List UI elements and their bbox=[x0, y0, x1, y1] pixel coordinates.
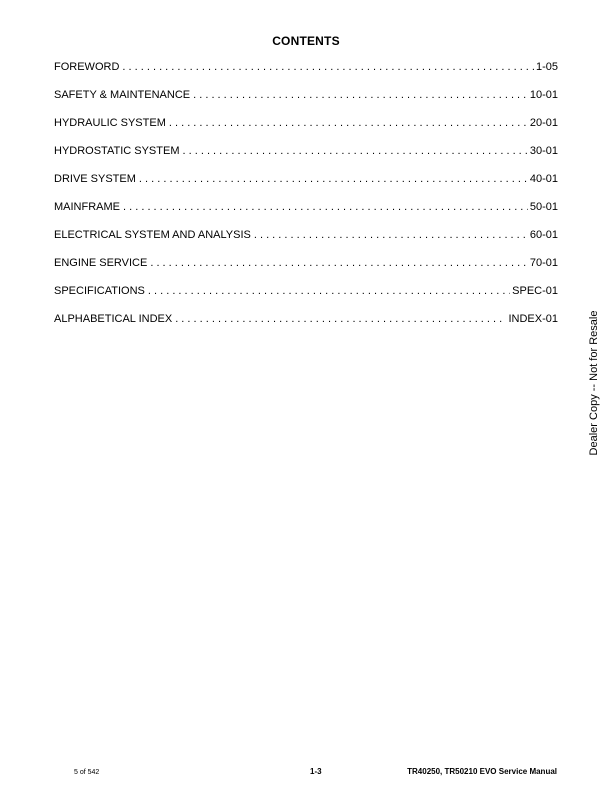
toc-entry-safety-maintenance[interactable] bbox=[54, 89, 558, 117]
page-footer bbox=[0, 767, 612, 781]
toc-entry-page: SPEC-01 bbox=[512, 285, 558, 297]
toc-entry-mainframe[interactable] bbox=[54, 201, 558, 229]
dot-leader bbox=[175, 313, 506, 325]
toc-entry-label: MAINFRAME bbox=[54, 201, 120, 213]
toc-entry-label: ENGINE SERVICE bbox=[54, 257, 148, 269]
toc-entry-electrical-system[interactable] bbox=[54, 229, 558, 257]
toc-entry-label: SPECIFICATIONS bbox=[54, 285, 145, 297]
toc-entry-label: FOREWORD bbox=[54, 61, 120, 73]
toc-entry-label: HYDRAULIC SYSTEM bbox=[54, 117, 166, 129]
dot-leader bbox=[122, 61, 534, 73]
toc-entry-page: 40-01 bbox=[529, 173, 558, 185]
dealer-copy-watermark bbox=[587, 310, 601, 456]
toc-entry-label: ELECTRICAL SYSTEM AND ANALYSIS bbox=[54, 229, 251, 241]
toc-entry-page: 20-01 bbox=[529, 117, 558, 129]
toc-entry-alphabetical-index[interactable] bbox=[54, 313, 558, 341]
dot-leader bbox=[139, 173, 528, 185]
toc-entry-page: INDEX-01 bbox=[508, 313, 558, 325]
toc-entry-page: 50-01 bbox=[529, 201, 558, 213]
dot-leader bbox=[254, 229, 528, 241]
toc-entry-page: 10-01 bbox=[529, 89, 558, 101]
toc-entry-label: ALPHABETICAL INDEX bbox=[54, 313, 173, 325]
toc-entry-drive-system[interactable] bbox=[54, 173, 558, 201]
toc-entry-page: 1-05 bbox=[535, 61, 558, 73]
toc-entry-label: SAFETY & MAINTENANCE bbox=[54, 89, 191, 101]
toc-entry-hydraulic-system[interactable] bbox=[54, 117, 558, 145]
dot-leader bbox=[169, 117, 528, 129]
dot-leader bbox=[193, 89, 528, 101]
dot-leader bbox=[150, 257, 528, 269]
manual-title: TR40250, TR50210 EVO Service Manual bbox=[407, 767, 557, 776]
toc-entry-label: HYDROSTATIC SYSTEM bbox=[54, 145, 180, 157]
pdf-page-count: 5 of 542 bbox=[74, 769, 100, 776]
toc-entry-label: DRIVE SYSTEM bbox=[54, 173, 136, 185]
dot-leader bbox=[183, 145, 528, 157]
toc-entry-page: 60-01 bbox=[529, 229, 558, 241]
toc-entry-hydrostatic-system[interactable] bbox=[54, 145, 558, 173]
table-of-contents bbox=[54, 61, 558, 341]
dealer-copy-text: Dealer Copy -- Not for Resale bbox=[588, 310, 600, 456]
toc-entry-page: 30-01 bbox=[529, 145, 558, 157]
page-number: 1-3 bbox=[310, 767, 322, 776]
toc-entry-page: 70-01 bbox=[529, 257, 558, 269]
dot-leader bbox=[123, 201, 528, 213]
dot-leader bbox=[148, 285, 510, 297]
toc-entry-foreword[interactable] bbox=[54, 61, 558, 89]
toc-entry-engine-service[interactable] bbox=[54, 257, 558, 285]
page-title: CONTENTS bbox=[272, 34, 340, 48]
toc-entry-specifications[interactable] bbox=[54, 285, 558, 313]
